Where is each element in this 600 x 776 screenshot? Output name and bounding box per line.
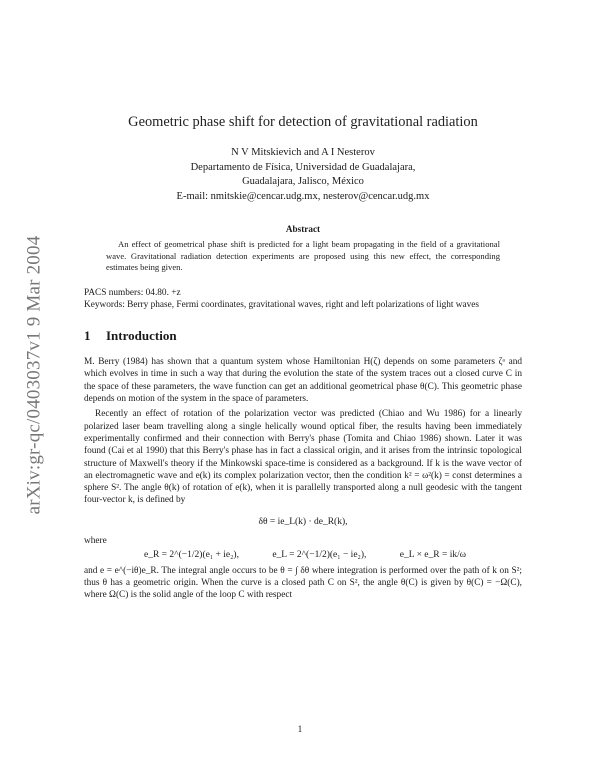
section-title: Introduction	[106, 328, 177, 344]
equation-1: δθ = ie_L(k) · de_R(k),	[258, 516, 348, 527]
equation-2b: e_L = 2^(−1/2)(e₁ − ie₂),	[272, 549, 367, 560]
page-number: 1	[297, 725, 303, 735]
abstract-text: An effect of geometrical phase shift is predicted for a light beam propagating in the field of a gravitational wave. Gravitational radiation detection experiments are proposed using this new effect, the corresponding estimates being given.	[106, 239, 500, 273]
equation-2a: e_R = 2^(−1/2)(e₁ + ie₂),	[144, 549, 239, 560]
section-heading	[84, 328, 522, 344]
pacs-line: PACS numbers: 04.80. +z	[84, 287, 181, 298]
equation-2	[84, 550, 522, 560]
paper-title: Geometric phase shift for detection of gravitational radiation	[128, 114, 478, 130]
where-label: where	[84, 535, 107, 546]
paragraph-1: M. Berry (1984) has shown that a quantum system whose Hamiltonian H(ζ) depends on some parameters ζᵃ and which evolves in time in such a way that during the evolution the state of the system traces out a closed curve C in the space of these parameters, the wave function can get an additional geometrical phase θ(C). This geometric phase depends on motion of the system in the space of parameters.	[84, 357, 522, 405]
author-block	[84, 146, 522, 204]
section-number: 1	[84, 328, 91, 344]
arxiv-stamp	[22, 210, 46, 540]
keywords-line: Keywords: Berry phase, Fermi coordinates, gravitational waves, right and left polarizations of light waves	[84, 299, 480, 310]
email-line[interactable]: E-mail: nmitskie@cencar.udg.mx, nesterov@cencar.udg.mx	[176, 190, 430, 202]
paper-page	[84, 112, 522, 602]
abstract-heading: Abstract	[285, 224, 321, 234]
paragraph-3: and e = e^(−iθ)e_R. The integral angle occurs to be θ = ∫ δθ where integration is performed over the path of k on S²; thus θ has a geometric origin. When the curve is a closed path C on S², the angle θ(C) is given by θ(C) = −Ω(C), where Ω(C) is the solid angle of the loop C with respect	[84, 565, 522, 601]
affiliation-line-2: Guadalajara, Jalisco, México	[242, 176, 364, 187]
authors: N V Mitskievich and A I Nesterov	[231, 147, 375, 158]
equation-2c: e_L × e_R = ik/ω	[399, 549, 466, 560]
paragraph-2: Recently an effect of rotation of the polarization vector was predicted (Chiao and Wu 1986) for a linearly polarized laser beam travelling along a single helically wound optical fiber, the results having been immediately experimentally confirmed and their connection with Berry's phase (Tomita and Chiao 1986) shown. Later it was found (Cai et al 1990) that this Berry's phase has in fact a classical origin, and it arises from the intrinsic topological structure of Maxwell's theory if the Minkowski space-time is considered as a background. If k is the wave vector of an electromagnetic wave and e(k) its complex polarization vector, then the condition k² = ω²(k) = const determines a sphere S². The angle θ(k) of rotation of e(k), when it is parallelly transported along a null geodesic with the tangent four-vector k, is defined by	[84, 409, 522, 506]
affiliation-line-1: Departamento de Física, Universidad de Guadalajara,	[190, 161, 416, 173]
arxiv-stamp-text: arXiv:gr-qc/0403037v1 9 Mar 2004	[23, 235, 44, 515]
